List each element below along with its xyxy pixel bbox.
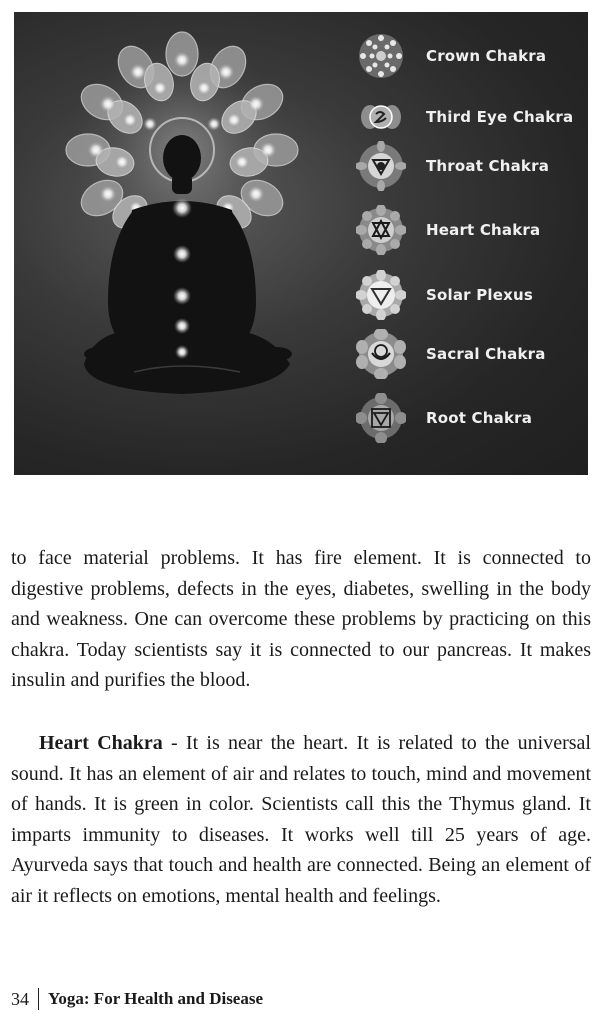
body-paragraph-2: [11, 728, 591, 912]
legend-label-solar: Solar Plexus: [426, 286, 533, 304]
legend-label-third-eye: Third Eye Chakra: [426, 108, 574, 126]
chakra-figure: [14, 12, 588, 475]
footer-divider: [38, 988, 39, 1010]
om-icon: [356, 92, 406, 142]
lotus-icon: [356, 31, 406, 81]
legend-label-heart: Heart Chakra: [426, 221, 541, 239]
root-symbol-icon: [356, 393, 406, 443]
book-title: Yoga: For Health and Disease: [48, 989, 264, 1008]
legend-sacral-chakra: [356, 329, 546, 379]
heart-chakra-heading: Heart Chakra: [39, 732, 163, 754]
page-number: 34: [11, 988, 29, 1009]
legend-crown-chakra: [356, 31, 546, 81]
heart-chakra-description: - It is near the heart. It is related to the universal sound. It has an element of air and relates to touch, mind and movement of hands. It is green in color. Scientists call this the Thymus gland. It imparts immunity to diseases. It works well till 25 years of age. Ayurveda says that touch and health are connected. Being an element of air it reflects on emotions, mental health and feelings.: [11, 732, 591, 907]
legend-root-chakra: [356, 393, 532, 443]
heart-symbol-icon: [356, 205, 406, 255]
legend-solar-plexus: [356, 270, 533, 320]
page-footer: [11, 988, 263, 1010]
legend-label-root: Root Chakra: [426, 409, 533, 427]
legend-heart-chakra: [356, 205, 540, 255]
sacral-symbol-icon: [356, 329, 406, 379]
legend-throat-chakra: [356, 141, 549, 191]
legend-label-crown: Crown Chakra: [426, 47, 547, 65]
throat-symbol-icon: [356, 141, 406, 191]
body-paragraph-1: to face material problems. It has fire element. It is connected to digestive problems, defects in the eyes, diabetes, swelling in the body and weakness. One can overcome these problems by practicing on this chakra. Today scientists say it is connected to our pancreas. It makes insulin and purifies the blood.: [11, 547, 591, 692]
legend-label-throat: Throat Chakra: [426, 157, 550, 175]
legend-label-sacral: Sacral Chakra: [426, 345, 546, 363]
legend-third-eye-chakra: [356, 92, 573, 142]
solar-symbol-icon: [356, 270, 406, 320]
